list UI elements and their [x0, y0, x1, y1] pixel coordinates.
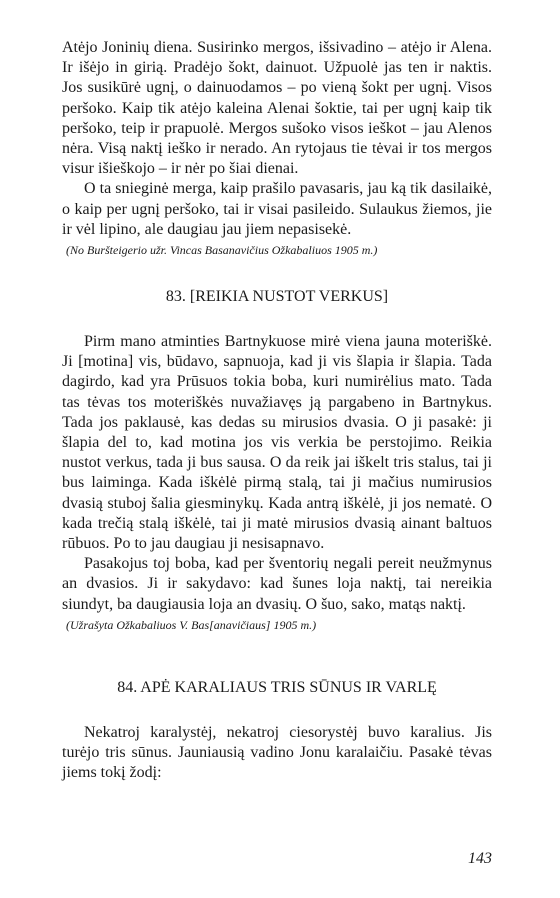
source-note: (Užrašyta Ožkabaliuos V. Bas[anavičiaus] 1905 m.)	[66, 617, 317, 632]
page-number: 143	[468, 850, 492, 867]
source-note: (No Buršteigerio užr. Vincas Basanavičius Ožkabaliuos 1905 m.)	[66, 243, 378, 258]
section-83-body	[62, 332, 492, 615]
section-heading: 83. [REIKIA NUSTOT VERKUS]	[165, 288, 389, 306]
section-82-ending	[62, 38, 492, 240]
book-page	[62, 38, 492, 868]
paragraph: Nekatroj karalystėj, nekatroj ciesorystėj buvo karalius. Jis turėjo tris sūnus. Jauniausią vadino Jonu karalaičiu. Pasakė tėvas jiems tokį žodį:	[62, 723, 492, 782]
paragraph: Pasakojus toj boba, kad per šventorių negali pereit neužmynus an dvasios. Ji ir sakydavo: kad šunes loja naktį, tai nereikia siundyt, ba daugiausia loja an dvasių. O šuo, sako, matąs naktį.	[62, 555, 492, 613]
paragraph: Atėjo Joninių diena. Susirinko mergos, išsivadino – atėjo ir Alena. Ir išėjo in girią. Pradėjo šokt, dainuot. Užpuolė jas ten ir naktis. Jos susikūrė ugnį, o dainuodamos – po vieną šokt per ugnį. Visos peršoko. Kaip tik atėjo kaleina Alenai šoktie, tai per ugnį kaip tik peršoko, teip ir prapuolė. Mergos sušoko visos ieškot – jau Alenos nėra. Visą naktį ieško ir nerado. An rytojaus tie tėvai ir tos mergos visur išieškojo – ir nėr po šiai dienai.	[62, 39, 492, 178]
paragraph: Pirm mano atminties Bartnykuose mirė viena jauna moteriškė. Ji [motina] vis, būdavo, sapnuoja, kad ji vis šlapia ir šlapia. Tada dagirdo, kad yra Prūsuos tokia boba, kuri numirėlius mato. Tada tas tėvas tos moteriškės nuvažiavęs ją pargabeno in Bartnykus. Tada jos paklausė, kas dedas su mirusios dvasia. O ji pasakė: ji šlapia del to, kad motina jos vis verkia be perstojimo. Reikia nustot verkus, tada ji bus sausa. O da reik jai iškelt tris stalus, tai ji bus laiminga. Kada iškėlė pirmą stalą, tai ji mačius numirusios dvasią stuboj šalia giesminykų. Kada antrą iškėlė, ji jos nematė. O kada trečią stalą iškėlė, tai ji matė mirusios dvasią ainant baltuos rūbuos. Po to jau daugiau ji nesisapnavo.	[62, 333, 492, 553]
paragraph: O ta snieginė merga, kaip prašilo pavasaris, jau ką tik dasilaikė, o kaip per ugnį peršoko, tai ir visai pasileido. Sulaukus žiemos, jie ir vėl lipino, ale daugiau jau jiem nepasisekė.	[62, 180, 492, 238]
section-heading: 84. APĖ KARALIAUS TRIS SŪNUS IR VARLĘ	[117, 678, 437, 696]
section-84-body	[62, 723, 492, 784]
